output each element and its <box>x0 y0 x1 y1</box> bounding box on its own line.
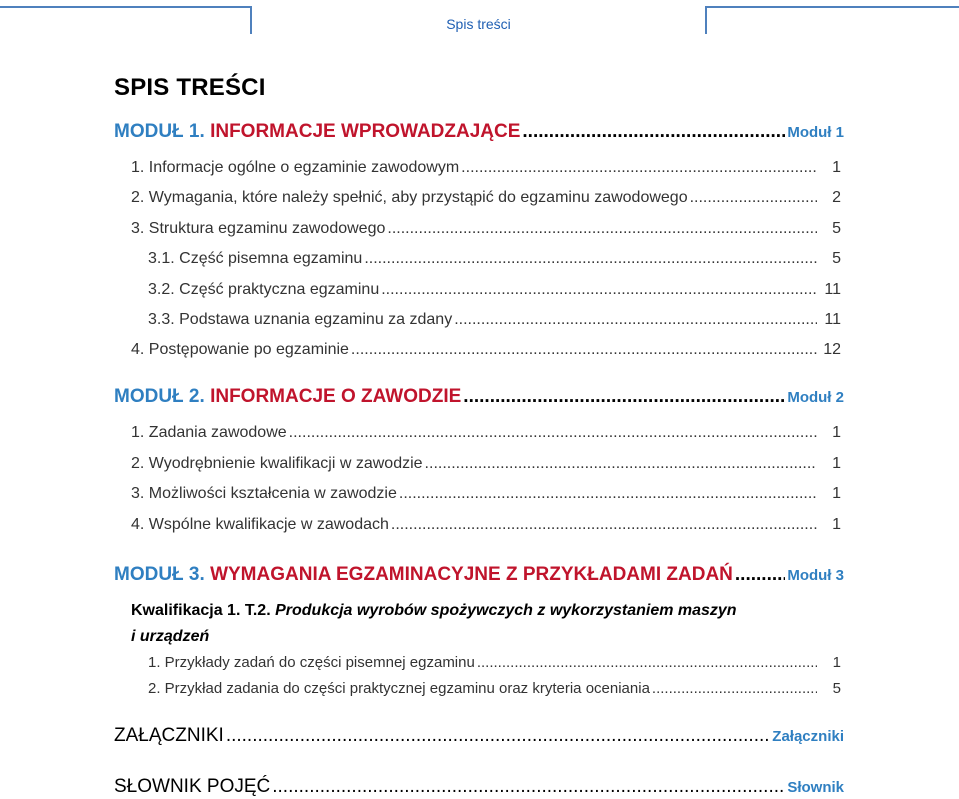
leader-dots <box>381 281 817 299</box>
leader-dots <box>454 311 817 329</box>
toc-module-1[interactable] <box>114 121 844 143</box>
toc-entry[interactable] <box>131 516 841 534</box>
leader-dots <box>522 121 785 143</box>
leader-dots <box>461 159 817 177</box>
header-tick-right <box>705 6 707 34</box>
toc-entry[interactable] <box>131 189 841 207</box>
header-title: Spis treści <box>446 16 511 32</box>
toc-entry-page: 11 <box>824 311 841 328</box>
toc-entry-page: 5 <box>832 250 841 267</box>
annexes-label: ZAŁĄCZNIKI <box>114 725 224 746</box>
module-page: Moduł 1 <box>787 124 844 141</box>
toc-entry[interactable] <box>148 281 841 299</box>
toc-annexes[interactable] <box>114 725 844 747</box>
header-rule-left <box>0 6 250 8</box>
toc-entry[interactable] <box>131 341 841 359</box>
leader-dots <box>425 455 817 473</box>
toc-module-3[interactable] <box>114 564 844 586</box>
toc-entry[interactable] <box>148 680 841 697</box>
toc-entry-page: 1 <box>832 485 841 502</box>
toc-entry-page: 1 <box>832 424 841 441</box>
toc-entry-page: 2 <box>832 189 841 206</box>
glossary-page: Słownik <box>787 779 844 796</box>
leader-dots <box>735 564 785 586</box>
toc-entry-page: 1 <box>832 159 841 176</box>
toc-entry-page: 5 <box>832 220 841 237</box>
toc-entry[interactable] <box>148 250 841 268</box>
glossary-label: SŁOWNIK POJĘĆ <box>114 776 271 797</box>
toc-entry[interactable] <box>131 424 841 442</box>
leader-dots <box>652 680 817 697</box>
leader-dots <box>289 424 817 442</box>
leader-dots <box>477 654 817 671</box>
header-rule-right <box>705 6 959 8</box>
toc-entry-label: 1. Informacje ogólne o egzaminie zawodowym <box>131 159 460 176</box>
toc-entry[interactable] <box>131 220 841 238</box>
leader-dots <box>387 220 817 238</box>
leader-dots <box>391 516 817 534</box>
toc-entry[interactable] <box>131 159 841 177</box>
toc-entry-page: 12 <box>823 341 841 358</box>
toc-entry[interactable] <box>148 311 841 329</box>
page-header <box>0 6 959 36</box>
toc-entry-label: 1. Przykłady zadań do części pisemnej egzaminu <box>148 654 475 671</box>
toc-entry-label: 3.1. Część pisemna egzaminu <box>148 250 363 267</box>
toc-entry-page: 1 <box>832 516 841 533</box>
leader-dots <box>399 485 817 503</box>
module-name: INFORMACJE WPROWADZAJĄCE <box>210 121 521 142</box>
qualification-code: T.2. <box>244 602 271 619</box>
toc-glossary[interactable] <box>114 776 844 798</box>
toc-entry[interactable] <box>131 485 841 503</box>
leader-dots <box>463 386 785 408</box>
toc-entry-label: 2. Wymagania, które należy spełnić, aby przystąpić do egzaminu zawodowego <box>131 189 688 206</box>
qualification-title-line1: Produkcja wyrobów spożywczych z wykorzystaniem maszyn <box>275 602 737 619</box>
leader-dots <box>226 725 770 747</box>
toc-entry-label: 3. Struktura egzaminu zawodowego <box>131 220 386 237</box>
toc-entry-label: 3. Możliwości kształcenia w zawodzie <box>131 485 397 502</box>
toc-entry-label: 4. Postępowanie po egzaminie <box>131 341 349 358</box>
qualification-heading <box>131 598 737 650</box>
toc-module-2[interactable] <box>114 386 844 408</box>
module-page: Moduł 2 <box>787 389 844 406</box>
leader-dots <box>364 250 817 268</box>
module-page: Moduł 3 <box>787 567 844 584</box>
toc-entry-label: 1. Zadania zawodowe <box>131 424 287 441</box>
toc-entry-label: 2. Przykład zadania do części praktycznej egzaminu oraz kryteria oceniania <box>148 680 650 697</box>
module-name: INFORMACJE O ZAWODZIE <box>210 386 462 407</box>
toc-entry[interactable] <box>148 654 841 671</box>
annexes-page: Załączniki <box>772 728 844 745</box>
toc-entry-label: 3.2. Część praktyczna egzaminu <box>148 281 380 298</box>
qualification-title-line2: i urządzeń <box>131 628 210 645</box>
leader-dots <box>351 341 817 359</box>
module-number: MODUŁ 1. <box>114 121 205 142</box>
leader-dots <box>690 189 817 207</box>
toc-entry[interactable] <box>131 455 841 473</box>
module-number: MODUŁ 3. <box>114 564 205 585</box>
toc-entry-label: 3.3. Podstawa uznania egzaminu za zdany <box>148 311 453 328</box>
toc-entry-label: 2. Wyodrębnienie kwalifikacji w zawodzie <box>131 455 423 472</box>
toc-title: SPIS TREŚCI <box>114 74 266 101</box>
toc-entry-label: 4. Wspólne kwalifikacje w zawodach <box>131 516 389 533</box>
toc-entry-page: 1 <box>832 654 841 671</box>
leader-dots <box>272 776 785 798</box>
module-number: MODUŁ 2. <box>114 386 205 407</box>
toc-entry-page: 5 <box>832 680 841 697</box>
toc-entry-page: 1 <box>832 455 841 472</box>
qualification-prefix: Kwalifikacja 1. <box>131 602 241 619</box>
toc-entry-page: 11 <box>824 281 841 298</box>
module-name: WYMAGANIA EGZAMINACYJNE Z PRZYKŁADAMI ZADAŃ <box>210 564 733 585</box>
